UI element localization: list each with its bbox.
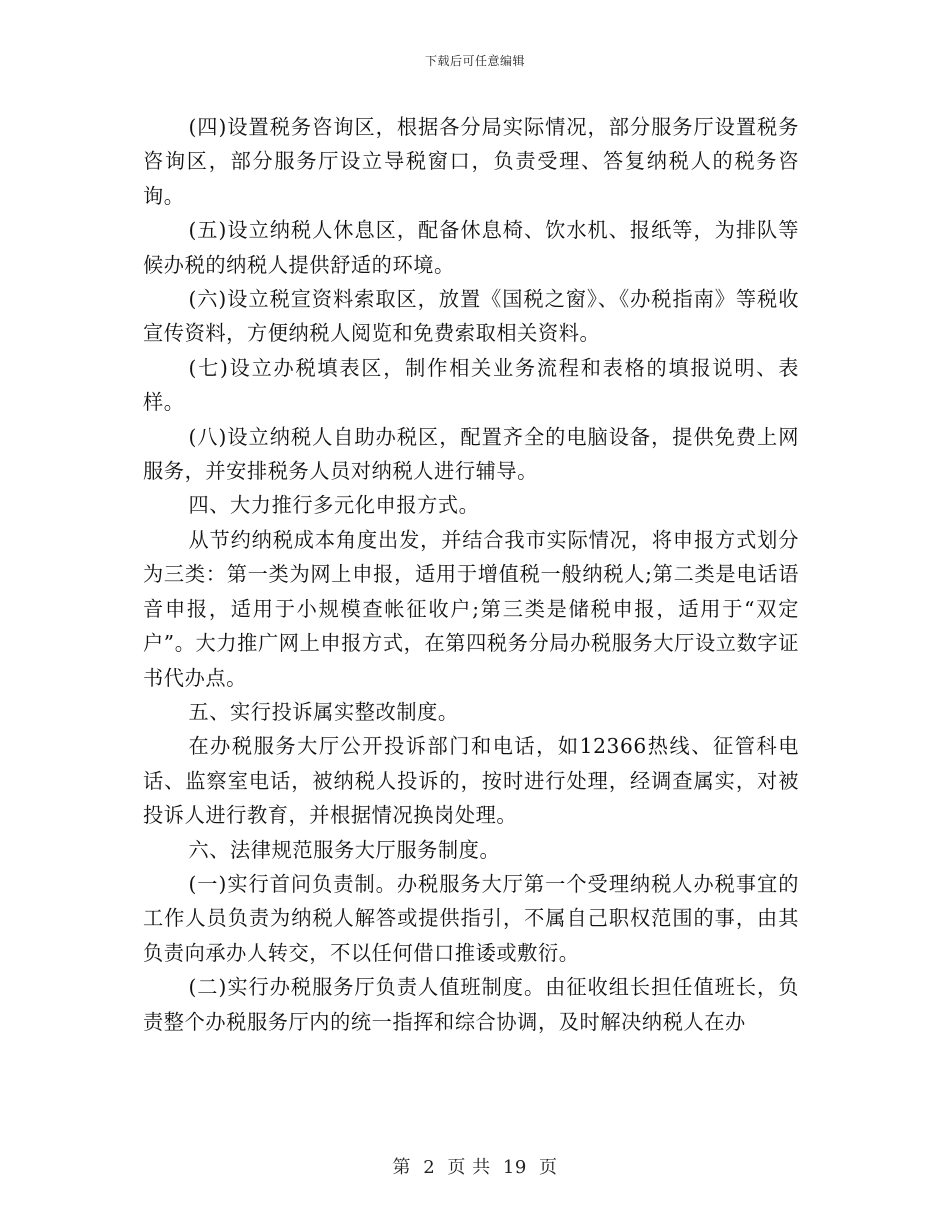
footer-middle: 页 共 (447, 1157, 491, 1178)
page-header (0, 52, 950, 69)
paragraph: (八)设立纳税人自助办税区，配置齐全的电脑设备，提供免费上网服务，并安排税务人员对纳税人进行辅导。 (143, 424, 799, 484)
paragraph: (二)实行办税服务厅负责人值班制度。由征收组长担任值班长，负责整个办税服务厅内的统一指挥和综合协调，及时解决纳税人在办 (143, 975, 799, 1034)
paragraph: (四)设置税务咨询区，根据各分局实际情况，部分服务厅设置税务咨询区，部分服务厅设立导税窗口，负责受理、答复纳税人的税务咨询。 (143, 115, 799, 208)
paragraph: (一)实行首问负责制。办税服务大厅第一个受理纳税人办税事宜的工作人员负责为纳税人解答或提供指引，不属自己职权范围的事，由其负责向承办人转交，不以任何借口推诿或敷衍。 (143, 871, 799, 965)
paragraph: (六)设立税宣资料索取区，放置《国税之窗》、《办税指南》等税收宣传资料，方便纳税人阅览和免费索取相关资料。 (143, 287, 799, 346)
document-body (143, 110, 799, 1039)
footer-suffix: 页 (539, 1157, 558, 1178)
section-heading: 六、法律规范服务大厅服务制度。 (188, 837, 501, 862)
header-text: 下载后可任意编辑 (424, 54, 525, 68)
paragraph: (七)设立办税填表区，制作相关业务流程和表格的填报说明、表样。 (143, 355, 799, 415)
section-heading: 五、实行投诉属实整改制度。 (188, 699, 459, 724)
paragraph: (五)设立纳税人休息区，配备休息椅、饮水机、报纸等，为排队等候办税的纳税人提供舒适的环境。 (143, 218, 799, 277)
section-heading: 四、大力推行多元化申报方式。 (188, 493, 480, 518)
paragraph: 在办税服务大厅公开投诉部门和电话，如12366热线、征管科电话、监察室电话，被纳税人投诉的，按时进行处理，经调查属实，对被投诉人进行教育，并根据情况换岗处理。 (143, 734, 799, 828)
page-number: 2 (423, 1157, 436, 1178)
total-pages: 19 (502, 1157, 527, 1178)
footer-prefix: 第 (392, 1157, 411, 1178)
paragraph: 从节约纳税成本角度出发，并结合我市实际情况，将申报方式划分为三类：第一类为网上申报，适用于增值税一般纳税人;第二类是电话语音申报，适用于小规模查帐征收户;第三类是储税申报，适用于“双定户”。大力推广网上申报方式，在第四税务分局办税服务大厅设立数字证书代办点。 (143, 527, 799, 690)
page-footer (0, 1153, 950, 1179)
